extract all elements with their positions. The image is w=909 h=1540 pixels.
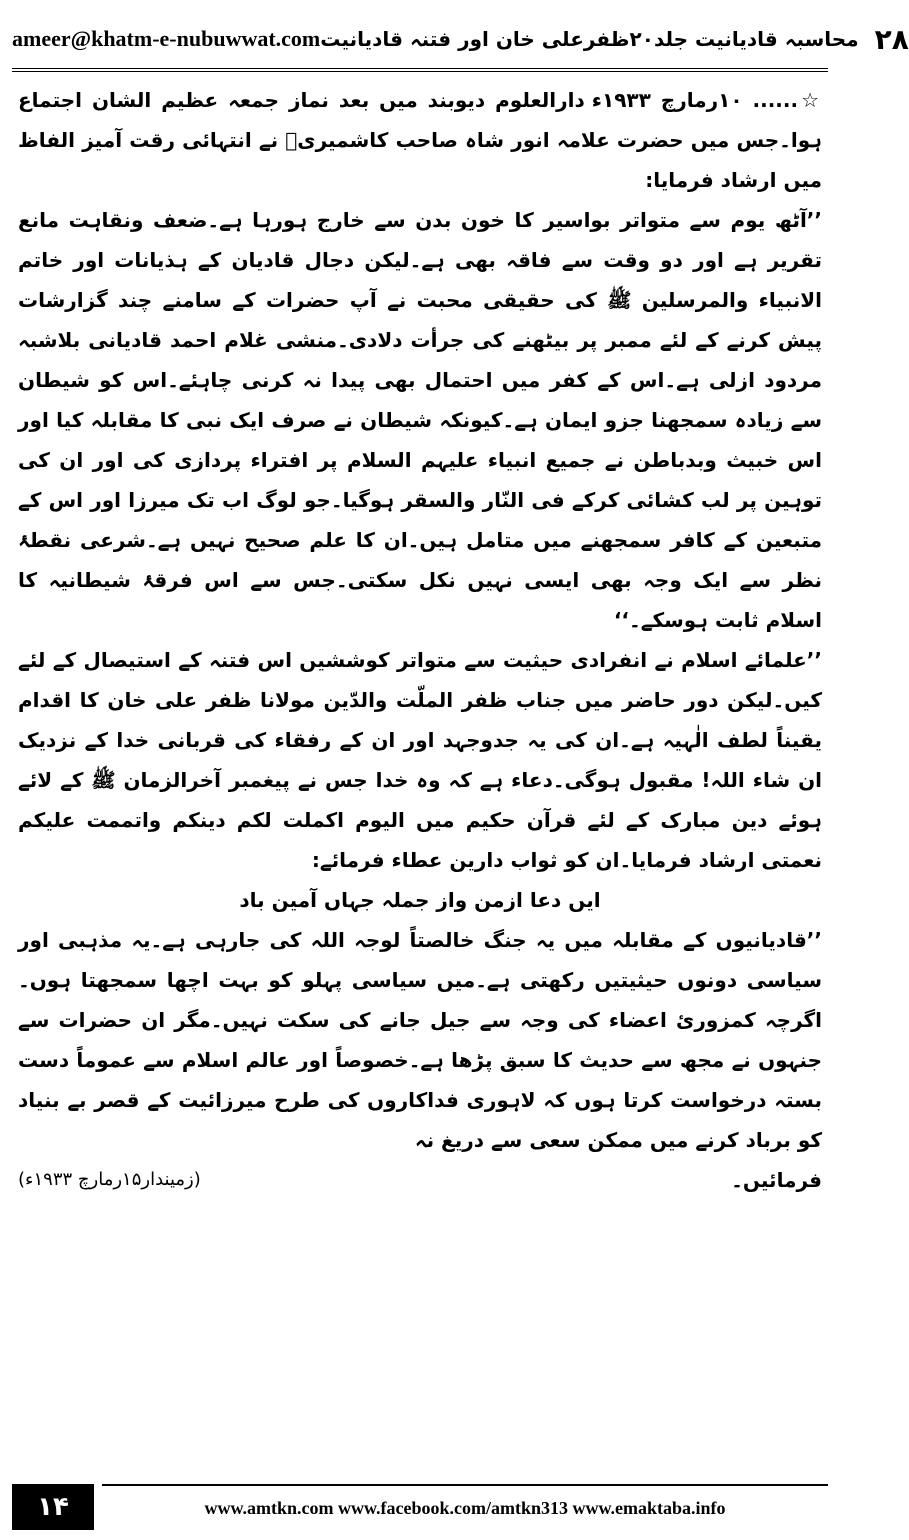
header-page-number: ۲۸ bbox=[874, 22, 909, 56]
page-body bbox=[18, 80, 822, 1465]
poem-line: ایں دعا ازمن واز جملہ جہاں آمین باد bbox=[239, 888, 601, 912]
footer-links: www.amtkn.com www.facebook.com/amtkn313 www.emaktaba.info bbox=[102, 1484, 828, 1530]
header-right bbox=[320, 23, 909, 56]
header-divider bbox=[12, 68, 828, 72]
paragraph-quote-2: ’’علمائے اسلام نے انفرادی حیثیت سے متواتر کوششیں اس فتنہ کے استیصال کے لئے کیں۔لیکن دور حاضر میں جناب ظفر الملّت والدّین مولانا ظفر علی خان کا اقدام یقیناً لطف الٰہیہ ہے۔ان کی یہ جدوجہد اور ان کے رفقاء کی قربانی خدا کے نزدیک ان شاء اللہ! مقبول ہوگی۔دعاء ہے کہ وہ خدا جس نے پیغمبر آخرالزمان ﷺ کے لائے ہوئے دین مبارک کے لئے قرآن حکیم میں الیوم اکملت لکم دینکم واتممت علیکم نعمتی ارشاد فرمایا۔ان کو ثواب دارین عطاء فرمائے: bbox=[18, 648, 822, 872]
footer-page-number: ۱۴ bbox=[12, 1484, 94, 1530]
paragraph-quote-3: ’’قادیانیوں کے مقابلہ میں یہ جنگ خالصتاً لوجہ اللہ کی جارہی ہے۔یہ مذہبی اور سیاسی دونوں حیثیتیں رکھتی ہے۔میں سیاسی پہلو کو بہت اچھا سمجھتا ہوں۔اگرچہ کمزوریٔ اعضاء کی وجہ سے جیل جانے کی سکت نہیں۔مگر ان حضرات سے جنہوں نے مجھ سے حدیث کا سبق پڑھا ہے۔خصوصاً اور عالم اسلام سے عموماً دست بستہ درخواست کرتا ہوں کہ لاہوری فداکاروں کی طرح میرزائیت کے قصر بے بنیاد کو برباد کرنے میں ممکن سعی سے دریغ نہ bbox=[18, 928, 822, 1152]
page-footer bbox=[12, 1484, 828, 1530]
source-reference: (زمیندار۱۵رمارچ ۱۹۳۳ء) bbox=[18, 1169, 201, 1190]
page-header bbox=[12, 14, 909, 64]
header-email: ameer@khatm-e-nubuwwat.com bbox=[12, 26, 321, 51]
paragraph-intro: ☆...... ۱۰رمارچ ۱۹۳۳ء دارالعلوم دیوبند میں بعد نماز جمعہ عظیم الشان اجتماع ہوا۔جس میں حضرت علامہ انور شاہ صاحب کاشمیریؒ نے انتہائی رقت آمیز الفاظ میں ارشاد فرمایا: bbox=[18, 88, 823, 192]
header-title: محاسبہ قادیانیت جلد۲۰ظفرعلی خان اور فتنہ قادیانیت bbox=[320, 27, 859, 51]
paragraph-quote-1: ’’آٹھ یوم سے متواتر بواسیر کا خون بدن سے خارج ہورہا ہے۔ضعف ونقاہت مانع تقریر ہے اور دو وقت سے فاقہ بھی ہے۔لیکن دجال قادیان کے ہذیانات اور خاتم الانبیاء والمرسلین ﷺ کی حقیقی محبت نے آپ حضرات کے سامنے چند گزارشات پیش کرنے کے لئے ممبر پر بیٹھنے کی جرأت دلادی۔منشی غلام احمد قادیانی بلاشبہ مردود ازلی ہے۔اس کے کفر میں احتمال بھی پیدا نہ کرنی چاہئے۔اس کو شیطان سے زیادہ سمجھنا جزو ایمان ہے۔کیونکہ شیطان نے صرف ایک نبی کا مقابلہ کیا اور اس خبیث وبدباطن نے جمیع انبیاء علیہم السلام پر افتراء پردازی کی اور ان کی توہین پر لب کشائی کرکے فی النّار والسقر ہوگیا۔جو لوگ اب تک میرزا اور اس کے متبعین کے کافر سمجھنے میں متامل ہیں۔ان کا علم صحیح نہیں ہے۔شرعی نقطۂ نظر سے ایک وجہ بھی ایسی نہیں نکل سکتی۔جس سے اس فرقۂ شیطانیہ کا اسلام ثابت ہوسکے۔‘‘ bbox=[18, 208, 822, 632]
closing-word: فرمائیں۔ bbox=[731, 1168, 822, 1192]
closing-line bbox=[18, 1160, 822, 1200]
